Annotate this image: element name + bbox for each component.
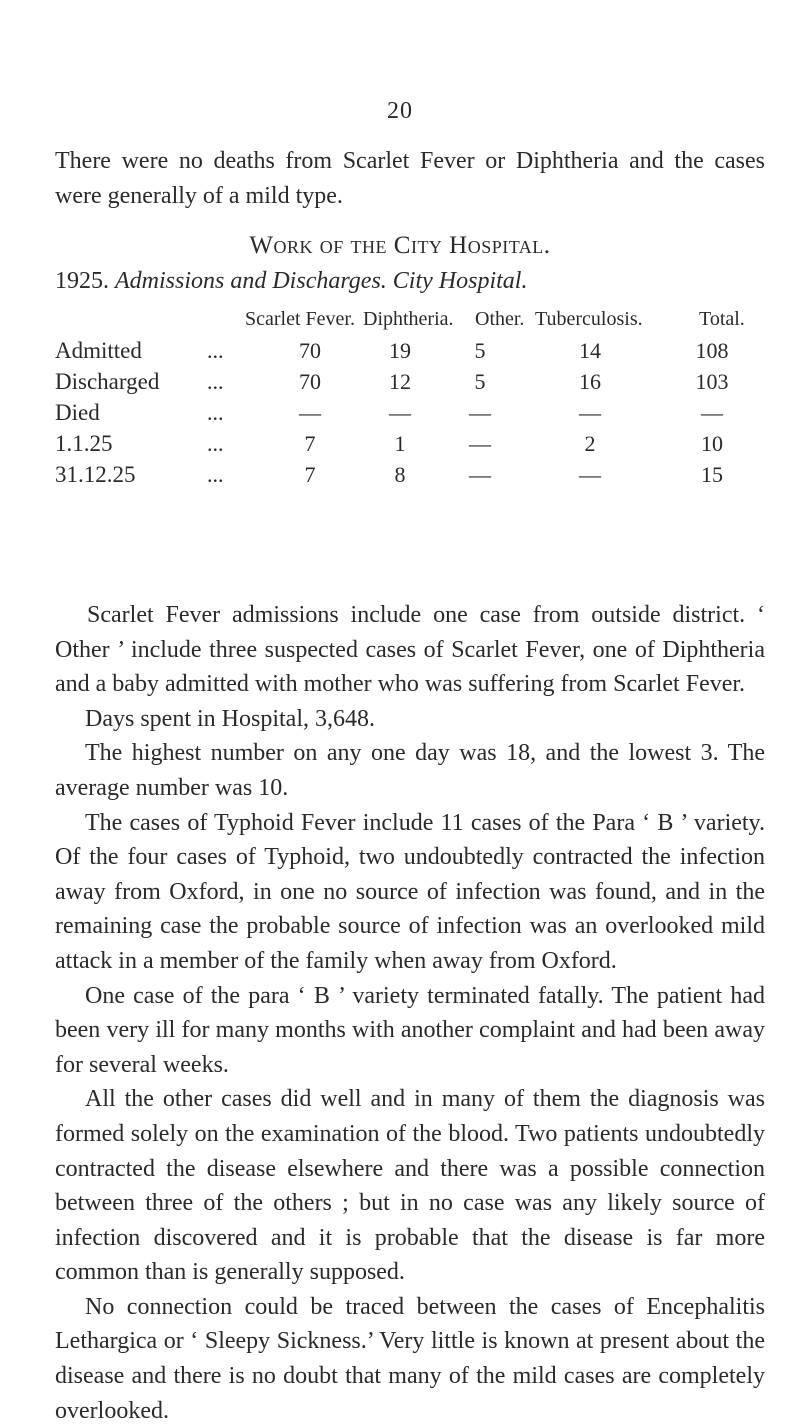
table-row [55, 462, 767, 493]
row-label: Discharged [55, 369, 160, 394]
paragraph: Days spent in Hospital, 3,648. [85, 705, 375, 732]
cell-diphtheria: 19 [389, 338, 411, 363]
table-caption: Admissions and Discharges. City Hospital. [115, 268, 528, 294]
row-label: 31.12.25 [55, 462, 136, 487]
column-header-scarlet-fever: Scarlet Fever. [245, 308, 355, 330]
cell-diphtheria: 12 [389, 369, 411, 394]
cell-other: 5 [474, 338, 486, 363]
row-leader-dots: ... [207, 462, 224, 487]
cell-other: — [469, 400, 491, 425]
table-row [55, 431, 767, 462]
table-title [55, 268, 527, 295]
row-leader-dots: ... [207, 400, 224, 425]
table-year: 1925. [55, 268, 109, 294]
cell-scarlet-fever: 70 [299, 338, 321, 363]
paragraph: The highest number on any one day was 18, and the lowest 3. The average number was 10. [55, 740, 765, 801]
cell-diphtheria: 1 [394, 431, 406, 456]
table-row [55, 338, 767, 369]
row-leader-dots: ... [207, 431, 224, 456]
cell-other: 5 [474, 369, 486, 394]
cell-tuberculosis: — [579, 462, 601, 487]
table-row [55, 400, 767, 431]
row-leader-dots: ... [207, 369, 224, 394]
row-leader-dots: ... [207, 338, 224, 363]
column-header-diphtheria: Diphtheria. [363, 308, 454, 330]
column-header-total: Total. [699, 308, 745, 330]
row-label: Died [55, 400, 100, 425]
cell-total: 15 [701, 462, 723, 487]
table-header-row [55, 304, 767, 338]
table-row [55, 369, 767, 400]
cell-tuberculosis: 16 [579, 369, 601, 394]
cell-total: — [701, 400, 723, 425]
section-heading: Work of the City Hospital. [249, 232, 551, 259]
cell-other: — [469, 462, 491, 487]
paragraph: No connection could be traced between the cases of Encephalitis Lethargica or ‘ Sleepy Sickness.’ Very little is known at present about the disease and there is no doubt that many of the mild cases are completely overlooked. [55, 1293, 765, 1424]
cell-diphtheria: 8 [394, 462, 406, 487]
cell-total: 10 [701, 431, 723, 456]
admissions-table [55, 304, 767, 493]
cell-other: — [469, 431, 491, 456]
column-header-tuberculosis: Tuberculosis. [535, 308, 643, 330]
paragraph: The cases of Typhoid Fever include 11 cases of the Para ‘ B ’ variety. Of the four cases of Typhoid, two undoubtedly contracted the infection away from Oxford, in one no source of infection was found, and in the remaining case the probable source of infection was an overlooked mild attack in a member of the family when away from Oxford. [55, 809, 765, 974]
cell-scarlet-fever: 70 [299, 369, 321, 394]
paragraph: Scarlet Fever admissions include one case from outside district. ‘ Other ’ include three suspected cases of Scarlet Fever, one of Diphtheria and a baby admitted with mother who was suffering from Scarlet Fever. [55, 602, 765, 698]
page-number: 20 [387, 98, 413, 124]
intro-paragraph: There were no deaths from Scarlet Fever or Diphtheria and the cases were generally of a mild type. [55, 148, 765, 209]
paragraph: All the other cases did well and in many of them the diagnosis was formed solely on the examination of the blood. Two patients undoubtedly contracted the disease elsewhere and there was a possible connection between three of the others ; but in no case was any likely source of infection discovered and it is probable that the disease is far more common than is generally supposed. [55, 1086, 765, 1286]
cell-tuberculosis: — [579, 400, 601, 425]
cell-scarlet-fever: — [299, 400, 321, 425]
cell-tuberculosis: 2 [584, 431, 596, 456]
paragraph: One case of the para ‘ B ’ variety terminated fatally. The patient had been very ill for many months with another complaint and had been away for several weeks. [55, 982, 765, 1078]
cell-diphtheria: — [389, 400, 411, 425]
row-label: 1.1.25 [55, 431, 113, 456]
cell-scarlet-fever: 7 [304, 431, 316, 456]
column-header-other: Other. [475, 308, 525, 330]
cell-scarlet-fever: 7 [304, 462, 316, 487]
row-label: Admitted [55, 338, 142, 363]
body-text [55, 598, 765, 1428]
cell-total: 108 [695, 338, 729, 363]
cell-tuberculosis: 14 [579, 338, 601, 363]
cell-total: 103 [695, 369, 729, 394]
